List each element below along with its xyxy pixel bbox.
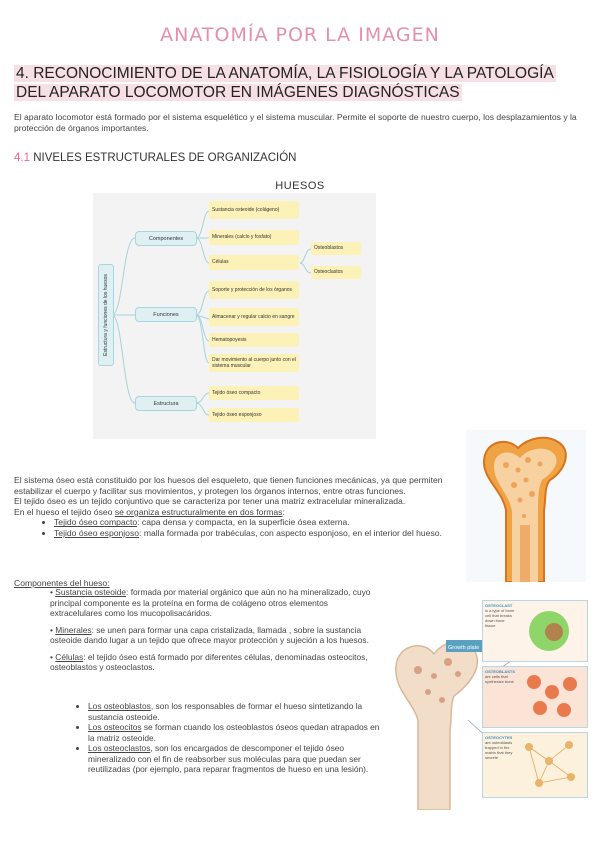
- concept-map-root: Estructura y funciones de los huesos: [98, 264, 114, 366]
- subsection-title: 4.1 NIVELES ESTRUCTURALES DE ORGANIZACIÓN: [14, 152, 297, 164]
- leaf-osteoblastos: Osteoblastos: [311, 242, 361, 255]
- femur-illustration: [466, 430, 586, 582]
- panel-osteocytes: OSTEOCYTES are osteoblasts trapped in the matrix that they secrete: [482, 732, 588, 798]
- bone-cells-panels: [482, 600, 586, 810]
- leaf-movimiento: Dar movimiento al cuerpo junto con el sistema muscular: [209, 354, 299, 372]
- panel-osteoblasts: OSTEOBLASTS are cells that synthesize bone: [482, 666, 588, 728]
- bone-system-text: [14, 475, 454, 539]
- leaf-minerales: Minerales (calcio y fosfato): [209, 230, 299, 245]
- leaf-almacenar-calcio: Almacenar y regular calcio en sangre: [209, 308, 299, 326]
- cell-osteoclastos: • Los osteoclastos, son los encargados de descomponer el tejido óseo mineralizado con el fin de reabsorber sus moléculas para que puedan ser reutilizadas (por ejemplo, para reparar fragmentos de hueso en una lesión).: [88, 743, 384, 775]
- subsection-number: 4.1: [14, 152, 30, 164]
- leaf-tejido-compacto: Tejido óseo compacto: [209, 386, 299, 400]
- bone-cells-list: [64, 701, 384, 775]
- bullet-tejido-compacto: • Tejido óseo compacto: capa densa y compacta, en la superficie ósea externa.: [54, 517, 454, 528]
- paragraph-sistema-oseo: El sistema óseo está constituido por los huesos del esqueleto, que tienen funciones mecánicas, ya que permiten estabilizar el cuerpo y facilitar sus movimientos, y protegen los órganos internos, entre otras funciones.: [14, 475, 443, 496]
- leaf-osteoclastos: Osteoclastos: [311, 266, 361, 279]
- cell-osteoblastos: • Los osteoblastos, son los responsables de formar el hueso sintetizando la sustancia osteoide.: [88, 701, 384, 722]
- component-minerales: • Minerales: se unen para formar una capa cristalizada, llamada , sobre la sustancia osteoide dando lugar a un tejido que ofrece mayor protección y sujeción a los huesos.: [50, 624, 369, 645]
- node-funciones: Funciones: [135, 307, 197, 322]
- leaf-soporte: Soporte y protección de los órganos: [209, 281, 299, 299]
- growth-plate-label: Growth plate: [448, 645, 480, 651]
- cell-osteocitos: • Los osteocitos se forman cuando los osteoblastos óseos quedan atrapados en la matriz osteoide.: [88, 722, 384, 743]
- node-estructura: Estructura: [135, 396, 197, 411]
- component-celulas: • Células: el tejido óseo está formado por diferentes células, denominadas osteocitos, osteoblastos y osteoclastos.: [50, 651, 368, 672]
- components-title: Componentes del hueso:: [14, 578, 110, 588]
- section-title: 4. RECONOCIMIENTO DE LA ANATOMÍA, LA FISIOLOGÍA Y LA PATOLOGÍA DEL APARATO LOCOMOTOR EN IMÁGENES DIAGNÓSTICAS: [16, 65, 554, 101]
- intro-paragraph: El aparato locomotor está formado por el sistema esquelético y el sistema muscular. Permite el soporte de nuestro cuerpo, los desplazamientos y la protección de órganos importantes.: [14, 112, 577, 133]
- leaf-hematopoyesis: Hematopoyesis: [209, 333, 299, 347]
- panel-osteoclast: OSTEOCLAST is a type of bone cell that breaks down bone tissue: [482, 600, 588, 662]
- leaf-tejido-esponjoso: Tejido óseo esponjoso: [209, 408, 299, 422]
- page-header-title: ANATOMÍA POR LA IMAGEN: [160, 24, 440, 46]
- node-componentes: Componentes: [135, 231, 197, 246]
- leaf-celulas: Células: [209, 255, 299, 270]
- paragraph-tejido-oseo: El tejido óseo es un tejido conjuntivo que se caracteriza por tener una matriz extracelular mineralizada.: [14, 496, 406, 507]
- paragraph-organizacion: En el hueso el tejido óseo se organiza estructuralmente en dos formas:: [14, 506, 285, 517]
- bullet-tejido-esponjoso: • Tejido óseo esponjoso: malla formada por trabéculas, con aspecto esponjoso, en el interior del hueso.: [54, 528, 454, 539]
- diagram-heading: HUESOS: [275, 180, 325, 192]
- component-sustancia-osteoide: • Sustancia osteoide: formada por material orgánico que aún no ha mineralizado, cuyo principal componente es la proteína en forma de colágeno otros elementos extracelulares como los mucopolisacáridos.: [50, 587, 371, 618]
- components-list: [50, 587, 380, 679]
- leaf-sustancia-osteoide: Sustancia osteoide (colágeno): [209, 201, 299, 219]
